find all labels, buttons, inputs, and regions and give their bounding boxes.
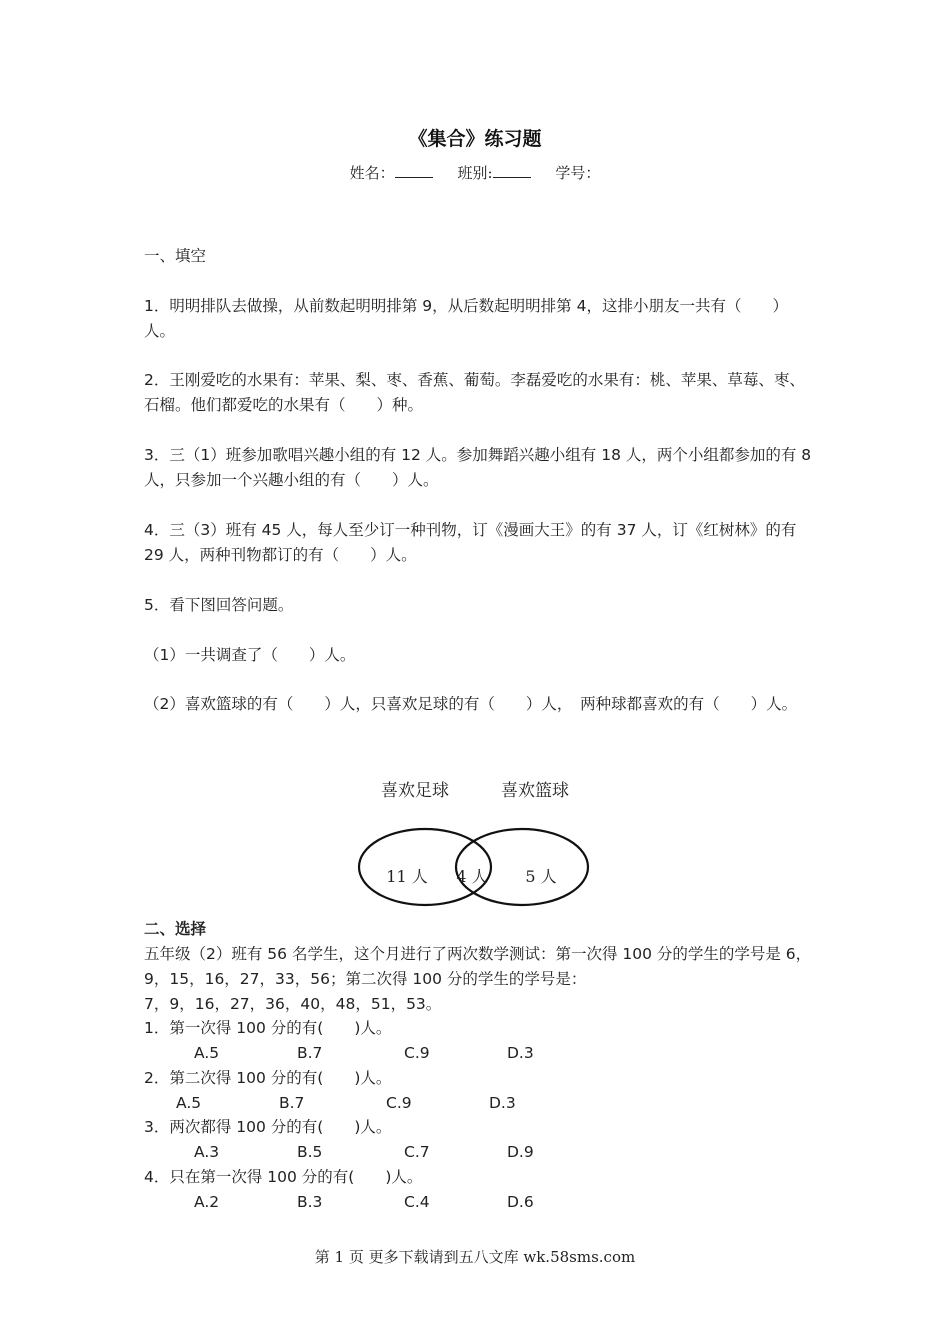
question-2: 2．王刚爱吃的水果有：苹果、梨、枣、香蕉、葡萄。李磊爱吃的水果有：桃、苹果、草莓、枣、石榴。他们都爱吃的水果有（ ）种。 xyxy=(144,371,805,414)
choice-2-option-a[interactable]: A.5 xyxy=(176,1094,202,1112)
choice-question-4: 4．只在第一次得 100 分的有( )人。 xyxy=(144,1168,423,1186)
id-label: 学号： xyxy=(555,164,601,182)
venn-label-football: 喜欢足球 xyxy=(381,781,449,801)
choice-4-option-c[interactable]: C.4 xyxy=(404,1193,430,1211)
section2-intro-ids: 7，9，16，27，36，40，48，51，53。 xyxy=(144,995,442,1013)
student-info-line xyxy=(0,162,950,183)
choice-2-option-d[interactable]: D.3 xyxy=(489,1094,516,1112)
choice-3-option-d[interactable]: D.9 xyxy=(507,1143,534,1161)
name-blank[interactable] xyxy=(395,163,433,178)
page-footer: 第 1 页 更多下载请到五八文库 wk.58sms.com xyxy=(314,1248,636,1266)
question-5: 5．看下图回答问题。 xyxy=(144,596,294,614)
choice-1-option-d[interactable]: D.3 xyxy=(507,1044,534,1062)
section2-heading: 二、选择 xyxy=(144,920,207,938)
choice-question-1: 1．第一次得 100 分的有( )人。 xyxy=(144,1019,392,1037)
class-blank[interactable] xyxy=(493,163,531,178)
choice-question-3: 3．两次都得 100 分的有( )人。 xyxy=(144,1118,392,1136)
venn-value-football-only: 11 人 xyxy=(386,867,428,886)
choice-question-2: 2．第二次得 100 分的有( )人。 xyxy=(144,1069,392,1087)
question-5-part-1: （1）一共调查了（ ）人。 xyxy=(144,646,356,664)
venn-value-basketball-only: 5 人 xyxy=(525,867,557,886)
section2-intro: 五年级（2）班有 56 名学生，这个月进行了两次数学测试：第一次得 100 分的学生的学号是 6，9，15，16，27，33，56；第二次得 100 分的学生的学号是： xyxy=(144,945,812,988)
question-1: 1．明明排队去做操，从前数起明明排第 9，从后数起明明排第 4，这排小朋友一共有（ ）人。 xyxy=(144,297,788,340)
venn-diagram xyxy=(350,772,600,912)
choice-4-option-b[interactable]: B.3 xyxy=(297,1193,323,1211)
choice-4-option-a[interactable]: A.2 xyxy=(194,1193,220,1211)
venn-label-basketball: 喜欢篮球 xyxy=(501,781,569,801)
choice-1-option-b[interactable]: B.7 xyxy=(297,1044,323,1062)
question-3: 3．三（1）班参加歌唱兴趣小组的有 12 人。参加舞蹈兴趣小组有 18 人，两个小组都参加的有 8 人，只参加一个兴趣小组的有（ ）人。 xyxy=(144,446,812,489)
choice-4-option-d[interactable]: D.6 xyxy=(507,1193,534,1211)
question-5-part-2: （2）喜欢篮球的有（ ）人，只喜欢足球的有（ ）人， 两种球都喜欢的有（ ）人。 xyxy=(144,695,798,713)
venn-value-both: 4 人 xyxy=(456,867,488,886)
choice-1-option-c[interactable]: C.9 xyxy=(404,1044,430,1062)
choice-2-option-c[interactable]: C.9 xyxy=(386,1094,412,1112)
choice-3-option-b[interactable]: B.5 xyxy=(297,1143,323,1161)
question-4: 4．三（3）班有 45 人，每人至少订一种刊物，订《漫画大王》的有 37 人，订《红树林》的有 29 人，两种刊物都订的有（ ）人。 xyxy=(144,521,797,564)
class-label: 班别: xyxy=(457,164,493,182)
choice-3-option-c[interactable]: C.7 xyxy=(404,1143,430,1161)
choice-1-option-a[interactable]: A.5 xyxy=(194,1044,220,1062)
page-title: 《集合》练习题 xyxy=(408,128,542,150)
choice-3-option-a[interactable]: A.3 xyxy=(194,1143,220,1161)
choice-2-option-b[interactable]: B.7 xyxy=(279,1094,305,1112)
section1-heading: 一、填空 xyxy=(144,247,207,265)
name-label: 姓名： xyxy=(349,164,395,182)
